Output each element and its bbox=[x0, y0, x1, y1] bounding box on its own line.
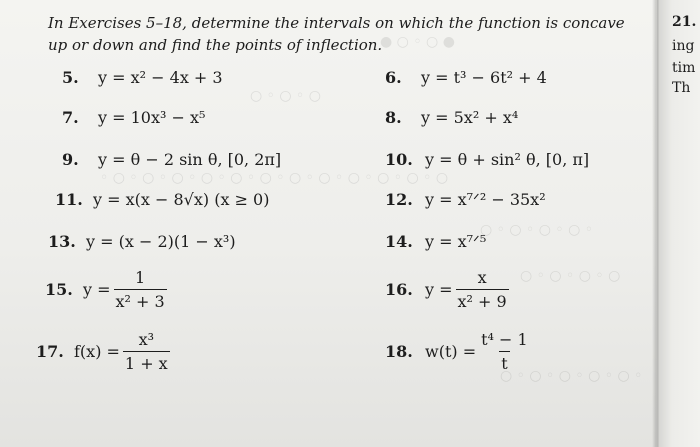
exercise-number: 6. bbox=[385, 68, 402, 87]
bleed-through-text: ○ ◦ ○ ◦ ○ ◦ ○ ◦ bbox=[480, 222, 594, 238]
bleed-through-text: ◦ ○ ◦ ○ ◦ ○ ◦ ○ ◦ ○ ◦ ○ ◦ ○ ◦ ○ ◦ ○ ◦ ○ ◦ ○ ◦ ○ bbox=[100, 170, 449, 186]
exercise-9 bbox=[62, 150, 281, 169]
exercise-expression: y = x² − 4x + 3 bbox=[98, 68, 223, 87]
page-gutter bbox=[652, 0, 659, 447]
fraction-denominator: x² + 9 bbox=[456, 289, 509, 311]
exercise-number: 8. bbox=[385, 108, 402, 127]
exercise-expression: y = x⁷ᐟ⁵ bbox=[425, 232, 487, 251]
bleed-through-text: ● ○ ◦ ○ ● bbox=[380, 34, 455, 50]
exercise-expression: y = x⁷ᐟ² − 35x² bbox=[425, 190, 546, 209]
exercise-10 bbox=[385, 150, 589, 169]
exercise-5 bbox=[62, 68, 223, 87]
adjacent-page-text: Th bbox=[672, 80, 691, 96]
exercise-17 bbox=[36, 330, 173, 373]
exercise-12 bbox=[385, 190, 546, 209]
fraction-denominator: 1 + x bbox=[123, 351, 170, 373]
exercise-number: 15. bbox=[45, 280, 73, 299]
bleed-through-text: ○ ◦ ○ ◦ ○ ◦ ○ ◦ ○ ◦ bbox=[500, 368, 643, 384]
exercise-number: 7. bbox=[62, 108, 79, 127]
exercise-instructions: In Exercises 5–18, determine the intervals on which the function is concave up or down and find the points of inflection. bbox=[48, 14, 625, 54]
exercise-expression: y = t³ − 6t² + 4 bbox=[421, 68, 547, 87]
exercise-11 bbox=[55, 190, 269, 209]
exercise-expression: y = 10x³ − x⁵ bbox=[98, 108, 206, 127]
exercise-number: 10. bbox=[385, 150, 413, 169]
fraction-numerator: x³ bbox=[138, 330, 155, 349]
exercise-expression: y = 5x² + x⁴ bbox=[421, 108, 519, 127]
exercise-expression: y = (x − 2)(1 − x³) bbox=[86, 232, 236, 251]
exercise-number: 13. bbox=[48, 232, 76, 251]
fraction bbox=[456, 268, 509, 311]
exercise-lhs: y = bbox=[425, 280, 453, 299]
exercise-number: 12. bbox=[385, 190, 413, 209]
fraction bbox=[479, 330, 530, 373]
exercise-number: 14. bbox=[385, 232, 413, 251]
exercise-18 bbox=[385, 330, 533, 373]
fraction-denominator: t bbox=[499, 351, 509, 373]
fraction bbox=[123, 330, 170, 373]
fraction-denominator: x² + 3 bbox=[114, 289, 167, 311]
exercise-number: 9. bbox=[62, 150, 79, 169]
fraction-numerator: 1 bbox=[135, 268, 146, 287]
exercise-number: 11. bbox=[55, 190, 83, 209]
exercise-expression: y = θ − 2 sin θ, [0, 2π] bbox=[98, 150, 282, 169]
adjacent-page-exercise-number: 21. bbox=[672, 14, 697, 30]
exercise-number: 16. bbox=[385, 280, 413, 299]
exercise-16 bbox=[385, 268, 512, 311]
adjacent-page-text: ing bbox=[672, 38, 695, 54]
exercise-number: 18. bbox=[385, 342, 413, 361]
exercise-8 bbox=[385, 108, 518, 127]
bleed-through-text: ○ ◦ ○ ◦ ○ bbox=[250, 88, 321, 104]
exercise-expression: y = θ + sin² θ, [0, π] bbox=[425, 150, 590, 169]
fraction-numerator: x bbox=[477, 268, 487, 287]
exercise-6 bbox=[385, 68, 547, 87]
adjacent-page-text: tim bbox=[672, 60, 696, 76]
exercise-lhs: f(x) = bbox=[74, 342, 120, 361]
exercise-number: 17. bbox=[36, 342, 64, 361]
exercise-expression: y = x(x − 8√x) (x ≥ 0) bbox=[93, 190, 270, 209]
exercise-15 bbox=[45, 268, 170, 311]
exercise-7 bbox=[62, 108, 205, 127]
fraction bbox=[114, 268, 167, 311]
exercise-lhs: w(t) = bbox=[425, 342, 477, 361]
bleed-through-text: ○ ◦ ○ ◦ ○ ◦ ○ bbox=[520, 268, 621, 284]
exercise-13 bbox=[48, 232, 236, 251]
fraction-numerator: t⁴ − 1 bbox=[481, 330, 528, 349]
exercise-14 bbox=[385, 232, 486, 251]
exercise-lhs: y = bbox=[83, 280, 111, 299]
exercise-number: 5. bbox=[62, 68, 79, 87]
